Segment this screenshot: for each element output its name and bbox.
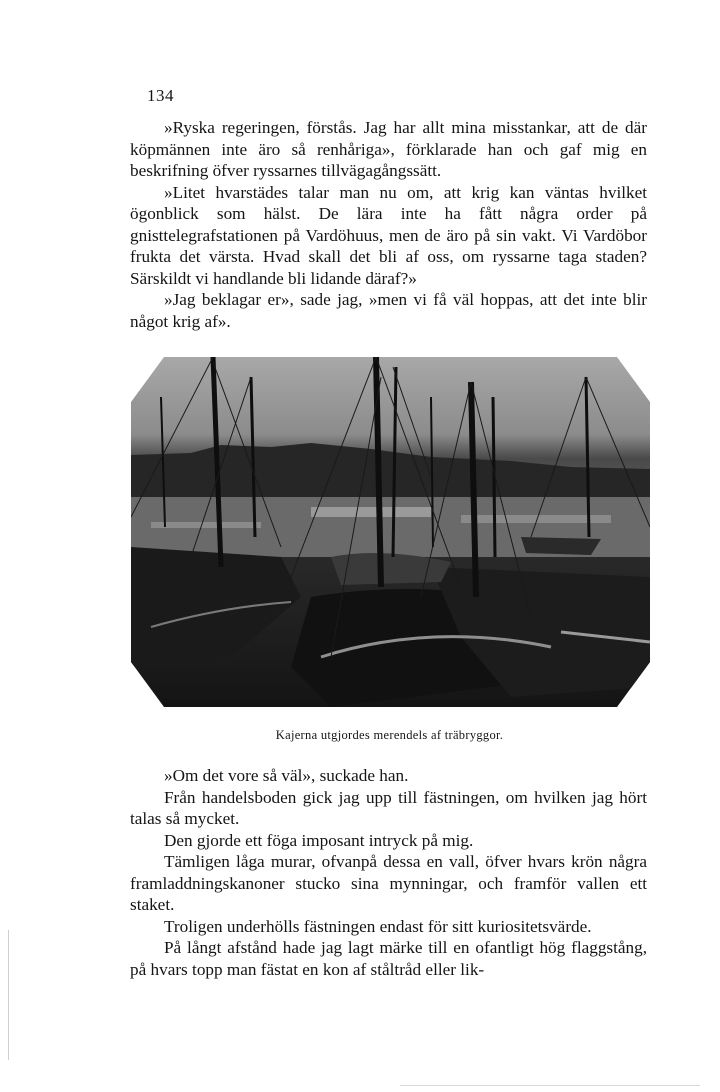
paragraph: »Jag beklagar er», sade jag, »men vi få väl hoppas, att det inte blir något krig af». xyxy=(130,290,647,331)
paragraph: »Om det vore så väl», suckade han. xyxy=(164,766,409,785)
illustration-caption: Kajerna utgjordes merendels af träbryggor. xyxy=(275,728,504,742)
page-number: 134 xyxy=(147,86,174,105)
paragraph: På långt afstånd hade jag lagt märke till en ofantligt hög flaggstång, på hvars topp man fästat en kon af ståltråd eller lik- xyxy=(130,938,647,979)
harbor-photo-drawing xyxy=(131,357,650,707)
paragraph: Troligen underhölls fästningen endast för sitt kuriositetsvärde. xyxy=(164,916,592,936)
text-block-bottom xyxy=(130,765,647,980)
harbor-photo xyxy=(131,357,650,707)
scan-bottom-line xyxy=(400,1085,700,1086)
paragraph: Den gjorde ett föga imposant intryck på mig. xyxy=(164,830,474,850)
paragraph: Från handelsboden gick jag upp till fästningen, om hvilken jag hört talas så mycket. xyxy=(130,787,647,828)
paragraph: »Litet hvarstädes talar man nu om, att krig kan väntas hvilket ögonblick som hälst. De lära inte ha fått några order på gnisttelegrafstationen på Vardöhuus, men de äro på sin vakt. Vi Vardöbor frukta det värsta. Hvad skall det bli af oss, om ryssarne taga staden? Särskildt vi handlande bli lidande däraf?» xyxy=(130,182,647,288)
scan-edge-line xyxy=(8,930,9,1060)
text-block-top xyxy=(130,117,647,332)
paragraph: »Ryska regeringen, förstås. Jag har allt mina misstankar, att de där köpmännen inte äro så renhåriga», förklarade han och gaf mig en beskrifning öfver ryssarnes tillvägagångssätt. xyxy=(130,118,647,180)
paragraph: Tämligen låga murar, ofvanpå dessa en vall, öfver hvars krön några framladdningskanoner stucko sina mynningar, och framför vallen ett staket. xyxy=(130,852,647,914)
